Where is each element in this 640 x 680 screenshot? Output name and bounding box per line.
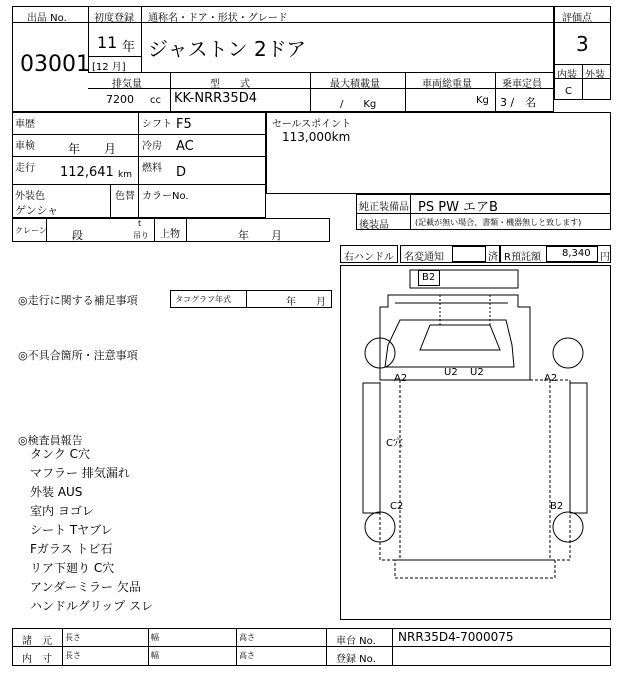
upper-date: 年 月 (238, 229, 282, 242)
inspector-item: 外装 AUS (30, 485, 83, 499)
name-change-field (452, 246, 486, 262)
equipment-label: 純正装備品 (359, 202, 409, 213)
displacement-unit: cc (150, 95, 161, 106)
color-no-label: カラーNo. (142, 191, 189, 202)
inspector-item: アンダーミラー 欠品 (30, 580, 141, 594)
recycle-label: R預託額 (504, 252, 541, 263)
chassis-no: NRR35D4-7000075 (398, 630, 514, 644)
inspector-item: Fガラス トビ石 (30, 542, 113, 556)
mileage-label: 走行 (15, 163, 35, 174)
inspector-list (30, 445, 153, 616)
upper-label: 上物 (160, 229, 180, 240)
displacement-label: 排気量 (112, 79, 142, 90)
inspector-item: ハンドルグリップ スレ (30, 599, 154, 613)
mark-c2: C2 (390, 501, 404, 512)
aftermarket-label: 後装品 (359, 220, 389, 231)
inspection-value: 年 月 (68, 142, 117, 156)
fuel-value: D (176, 165, 187, 180)
name-change-label: 名変通知 (404, 252, 444, 263)
inner-row-label: 内 寸 (22, 654, 52, 665)
inspector-label: ◎検査員報告 (18, 434, 83, 447)
gross-weight-label: 車両総重量 (422, 79, 472, 90)
capacity-label: 乗車定員 (502, 79, 542, 90)
specs-row-label: 諸 元 (22, 636, 52, 647)
mark-b2-top-text: B2 (422, 272, 436, 283)
shift-value: F5 (176, 117, 192, 132)
history-label: 車歴 (15, 119, 35, 130)
interior-grade: C (565, 86, 572, 97)
tax-label: 済 (488, 252, 498, 263)
equipment-value: PS PW エアB (418, 200, 498, 215)
color-label: 外装色 (15, 191, 45, 202)
inspector-item: マフラー 排気漏れ (30, 466, 130, 480)
steering-value: 右ハンドル (344, 252, 394, 263)
mark-c-hole: C穴 (386, 438, 403, 449)
chassis-label: 車台 No. (336, 636, 376, 647)
gross-weight-value: Kg (476, 95, 489, 106)
defects-label: ◎不具合箇所・注意事項 (18, 349, 138, 362)
crane-ton: t (138, 219, 142, 228)
inspector-item: 室内 ヨゴレ (30, 504, 94, 518)
exterior-label: 外装 (585, 70, 605, 81)
lot-number: 03001 (20, 52, 90, 77)
length-label-2: 長さ (65, 651, 81, 660)
inspector-item: リア下廻り C穴 (30, 561, 115, 575)
lot-label: 出品 No. (27, 13, 67, 24)
ac-label: 冷房 (142, 141, 162, 152)
mark-u2-right: U2 (470, 367, 484, 378)
mark-a2-left: A2 (394, 373, 408, 384)
inspector-item: タンク C穴 (30, 447, 90, 461)
tacho-label: タコグラフ年式 (175, 295, 231, 304)
yen-unit: 円 (600, 252, 610, 263)
mileage-unit: km (118, 170, 132, 180)
inspection-label: 車検 (15, 141, 35, 152)
displacement-value: 7200 (106, 93, 134, 106)
type-value: KK-NRR35D4 (174, 91, 257, 106)
first-reg-month: [12 月] (92, 62, 126, 73)
type-label: 型 式 (210, 79, 250, 90)
truck-diagram (340, 265, 611, 620)
running-notes-label: ◎走行に関する補足事項 (18, 294, 138, 307)
ac-value: AC (176, 139, 194, 154)
model-label: 通称名・ドア・形状・グレード (148, 13, 288, 24)
length-label-1: 長さ (65, 633, 81, 642)
height-label-2: 高さ (239, 651, 255, 660)
first-reg-label: 初度登録 (94, 13, 134, 24)
mark-u2-left: U2 (444, 367, 458, 378)
shift-label: シフト (142, 119, 172, 130)
inspector-item: シート Tヤブレ (30, 523, 113, 537)
width-label-1: 幅 (151, 633, 159, 642)
sales-point-value: 113,000km (282, 130, 351, 144)
footer-block (12, 628, 611, 666)
registration-label: 登録 No. (336, 654, 376, 665)
color-value: ゲンシャ (15, 204, 59, 217)
crane-hang: 吊り (133, 231, 149, 240)
first-reg-year: 11 (97, 33, 118, 52)
aftermarket-note: (記載が無い場合、書類・機器無しと致します) (415, 218, 582, 227)
year-unit: 年 (122, 40, 136, 55)
color-change-label: 色替 (115, 191, 135, 202)
grade-value: 3 (576, 32, 589, 56)
height-label-1: 高さ (239, 633, 255, 642)
fuel-label: 燃料 (142, 163, 162, 174)
tacho-value: 年 月 (286, 297, 326, 308)
mark-b2-right: B2 (550, 501, 564, 512)
mark-a2-right: A2 (544, 373, 558, 384)
capacity-value: 3 / 名 (500, 96, 537, 109)
max-load-label: 最大積載量 (330, 79, 380, 90)
crane-label: クレーン (15, 226, 47, 235)
crane-stage: 段 (72, 229, 83, 242)
recycle-amount: 8,340 (562, 248, 591, 259)
max-load-value: / Kg (340, 99, 377, 110)
sales-point-label: セールスポイント (272, 119, 352, 130)
interior-label: 内装 (557, 70, 577, 81)
model-name: ジャストン 2ドア (148, 37, 307, 61)
grade-label: 評価点 (562, 13, 592, 24)
mileage-value: 112,641 (60, 165, 114, 180)
width-label-2: 幅 (151, 651, 159, 660)
